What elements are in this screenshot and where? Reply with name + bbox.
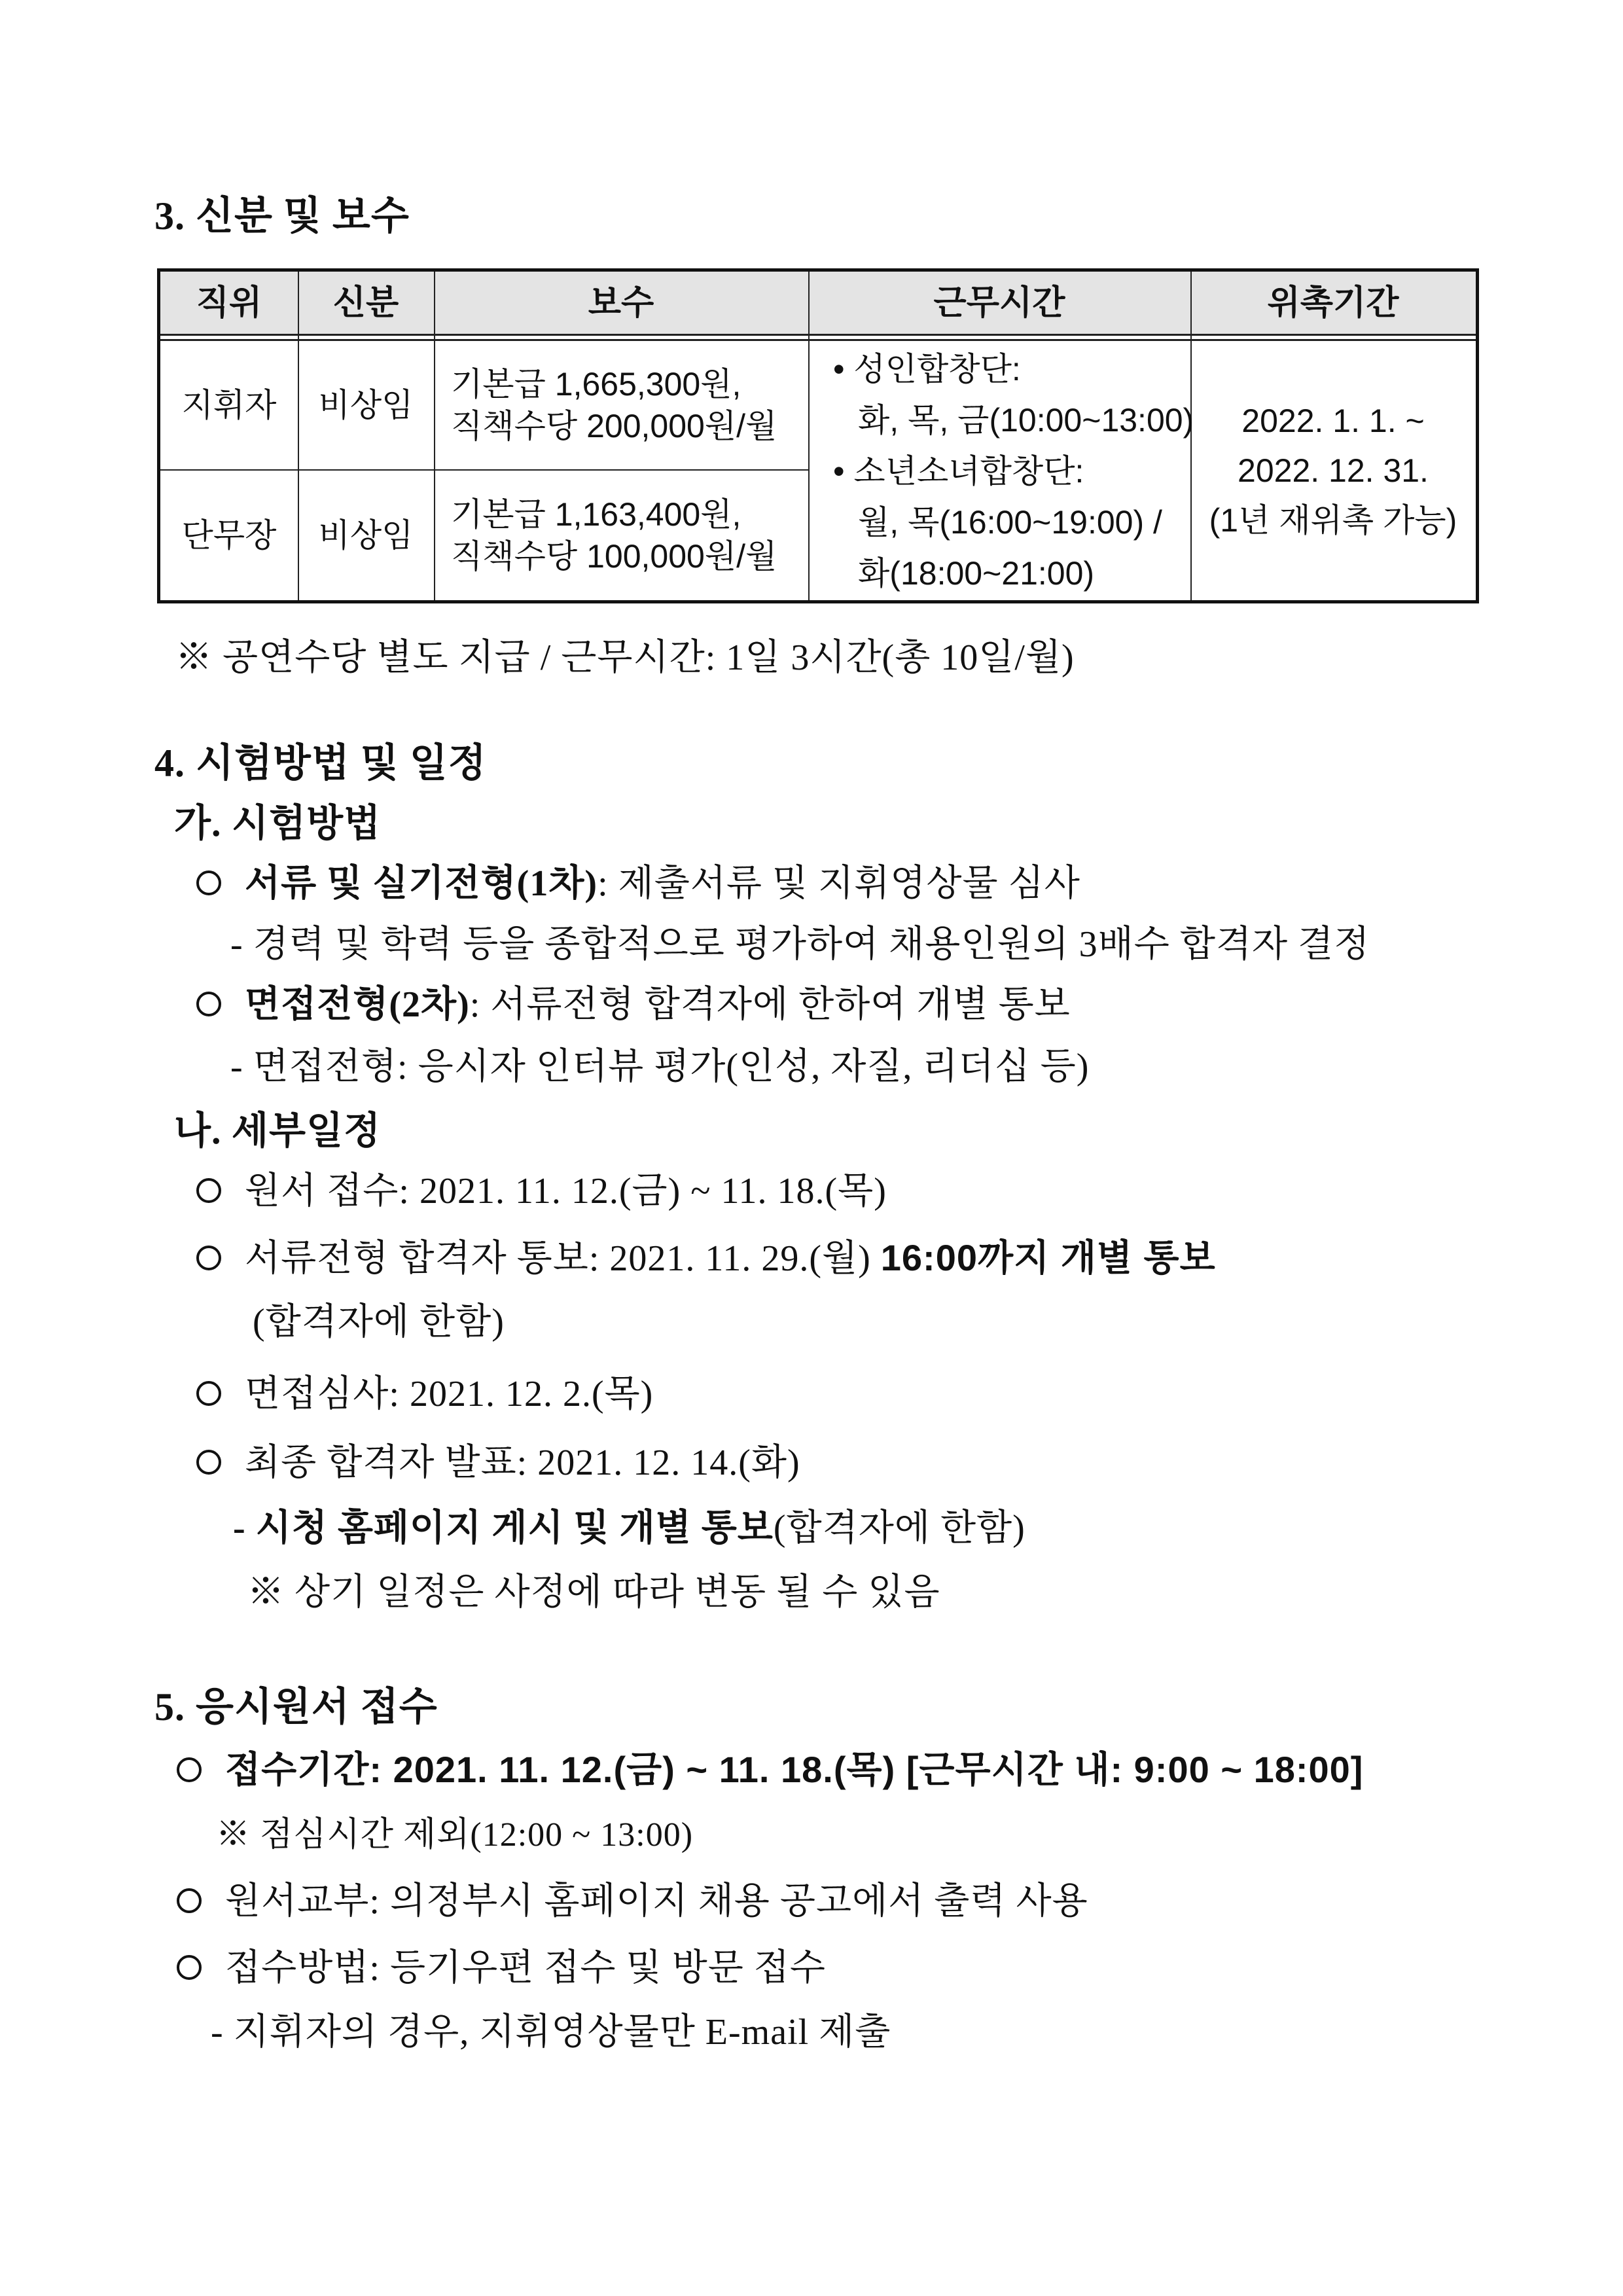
circle-bullet-icon (177, 1888, 202, 1913)
circle-bullet-icon (196, 1381, 221, 1406)
term-cell (1190, 341, 1476, 600)
schedule-interview-text: 면접심사: 2021. 12. 2.(목) (245, 1374, 654, 1414)
schedule-document-result (196, 1229, 1216, 1282)
schedule-final-sub (233, 1499, 1026, 1551)
subsection-ga: 가. 시험방법 (174, 802, 382, 844)
work-adult-hours: 화, 목, 금(10:00~13:00) (858, 402, 1194, 439)
row2-position: 단무장 (181, 517, 277, 554)
circle-bullet-icon (196, 1246, 221, 1270)
schedule-final (196, 1433, 800, 1486)
circle-bullet-icon (196, 992, 221, 1016)
schedule-document-result-note: (합격자에 한함) (253, 1302, 505, 1342)
circle-bullet-icon (177, 1955, 202, 1980)
work-youth-hours-1: 월, 목(16:00~19:00) / (858, 504, 1162, 541)
document-screening-item (196, 854, 1080, 906)
receipt-period-label: 접수기간 (225, 1750, 370, 1791)
circle-bullet-icon (177, 1757, 202, 1782)
application-form (177, 1872, 1088, 1924)
term-end: 2022. 12. 31. (1238, 452, 1429, 489)
schedule-final-sub-bold: - 시청 홈페이지 게시 및 개별 통보 (233, 1508, 774, 1549)
interview-desc: : 서류전형 합격자에 한하여 개별 통보 (469, 984, 1071, 1025)
header-status: 신분 (298, 272, 434, 334)
receipt-method (177, 1939, 826, 1991)
schedule-final-sub-rest: (합격자에 한함) (773, 1508, 1026, 1549)
section-5-title: 5. 응시원서 접수 (154, 1685, 438, 1729)
receipt-period-value: : 2021. 11. 12.(금) ~ 11. 18.(목) [근무시간 내: 9:00 ~ 18:00] (369, 1749, 1364, 1790)
work-youth-hours-2: 화(18:00~21:00) (858, 555, 1095, 592)
header-divider (160, 334, 1476, 336)
row2-pay-allowance: 직책수당 100,000원/월 (451, 538, 777, 575)
row1-pay-allowance: 직책수당 200,000원/월 (451, 408, 777, 444)
lunch-note: ※ 점심시간 제외(12:00 ~ 13:00) (216, 1816, 694, 1854)
term-renewal: (1년 재위촉 가능) (1209, 502, 1457, 539)
receipt-method-sub: - 지휘자의 경우, 지휘영상물만 E-mail 제출 (211, 2012, 891, 2053)
row1-status: 비상임 (318, 387, 414, 423)
schedule-final-text: 최종 합격자 발표: 2021. 12. 14.(화) (245, 1443, 800, 1483)
row2-status: 비상임 (318, 517, 414, 554)
header-term: 위촉기간 (1190, 272, 1476, 334)
schedule-interview (196, 1365, 653, 1417)
receipt-method-text: 접수방법: 등기우편 접수 및 방문 접수 (225, 1948, 826, 1988)
schedule-document-result-bold: 16:00까지 개별 통보 (880, 1237, 1216, 1278)
header-work-hours: 근무시간 (808, 272, 1190, 334)
row2-pay (434, 471, 808, 600)
document-screening-desc: : 제출서류 및 지휘영상물 심사 (597, 863, 1080, 904)
work-hours-cell (808, 341, 1194, 600)
section-3-title: 3. 신분 및 보수 (154, 194, 410, 238)
header-pay: 보수 (434, 272, 808, 334)
pay-table (157, 268, 1479, 603)
schedule-document-result-text: 서류전형 합격자 통보: 2021. 11. 29.(월) (245, 1238, 881, 1279)
application-form-text: 원서교부: 의정부시 홈페이지 채용 공고에서 출력 사용 (225, 1881, 1088, 1922)
document-screening-label: 서류 및 실기전형(1차) (245, 863, 598, 904)
interview-item (196, 975, 1071, 1028)
circle-bullet-icon (196, 1178, 221, 1203)
work-adult-label: • 성인합창단: (833, 351, 1021, 387)
row1-pay-base: 기본급 1,665,300원, (451, 366, 741, 403)
term-start: 2022. 1. 1. ~ (1241, 403, 1425, 439)
row1-position: 지휘자 (181, 387, 277, 423)
document-screening-sub: - 경력 및 학력 등을 종합적으로 평가하여 채용인원의 3배수 합격자 결정 (230, 924, 1370, 965)
interview-label: 면접전형(2차) (245, 984, 470, 1025)
work-youth-label: • 소년소녀합창단: (833, 453, 1084, 490)
schedule-application-text: 원서 접수: 2021. 11. 12.(금) ~ 11. 18.(목) (245, 1171, 887, 1211)
circle-bullet-icon (196, 870, 221, 895)
interview-sub: - 면접전형: 응시자 인터뷰 평가(인성, 자질, 리더십 등) (230, 1047, 1090, 1087)
subsection-na: 나. 세부일정 (174, 1109, 382, 1152)
schedule-application (196, 1162, 887, 1214)
circle-bullet-icon (196, 1450, 221, 1475)
row2-pay-base: 기본급 1,163,400원, (451, 496, 741, 533)
receipt-period (177, 1741, 1363, 1793)
schedule-note: ※ 상기 일정은 사정에 따라 변동 될 수 있음 (247, 1572, 940, 1613)
table-note: ※ 공연수당 별도 지급 / 근무시간: 1일 3시간(총 10일/월) (175, 637, 1075, 678)
row1-pay (434, 341, 808, 469)
header-position: 직위 (160, 272, 298, 334)
section-4-title: 4. 시험방법 및 일정 (154, 742, 487, 785)
